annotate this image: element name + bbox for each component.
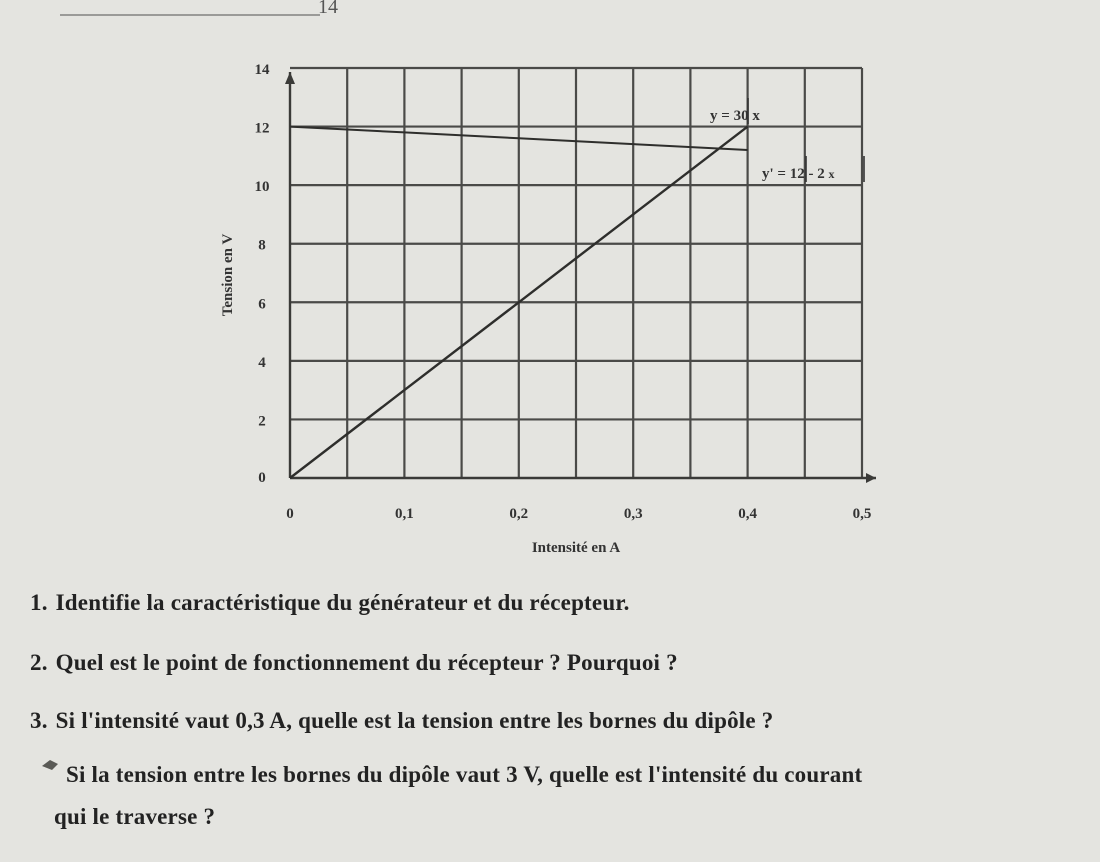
page-number: 14 xyxy=(318,0,338,18)
question-3-number: 3. xyxy=(30,708,48,733)
question-3-text: Si l'intensité vaut 0,3 A, quelle est la tension entre les bornes du dipôle ? xyxy=(55,708,774,733)
x-tick-label: 0,1 xyxy=(395,506,414,522)
y-axis-label: Tension en V xyxy=(220,233,236,317)
question-4-text-2: qui le traverse ? xyxy=(54,804,216,829)
question-2 xyxy=(30,640,1070,686)
x-axis-arrow xyxy=(866,473,876,483)
y-tick-label: 2 xyxy=(258,413,266,430)
question-1-text: Identifie la caractéristique du générateur et du récepteur. xyxy=(55,590,630,615)
question-1-number: 1. xyxy=(30,590,48,615)
y-tick-label: 10 xyxy=(254,179,270,196)
question-4-line-1 xyxy=(66,752,1066,798)
equation-label-receiver xyxy=(710,108,760,124)
x-axis-label: Intensité en A xyxy=(531,540,621,556)
y-tick-label: 12 xyxy=(254,120,270,137)
equation-suffix: x xyxy=(828,167,835,181)
equation-sign: = xyxy=(777,166,790,182)
y-tick-label: 8 xyxy=(258,237,266,254)
equation-value: 12 - 2 xyxy=(789,166,829,182)
x-tick-label: 0,2 xyxy=(509,506,529,522)
equation-sign: = xyxy=(721,108,734,124)
question-4-line-2 xyxy=(54,794,1054,840)
question-3 xyxy=(30,698,1070,744)
equation-label-generator xyxy=(762,166,834,182)
question-4-text-1: Si la tension entre les bornes du dipôle vaut 3 V, quelle est l'intensité du courant xyxy=(66,762,863,787)
y-tick-label: 0 xyxy=(258,470,266,486)
equation-prefix: y' xyxy=(762,166,778,182)
y-axis-arrow xyxy=(285,72,295,84)
x-tick-label: 0,3 xyxy=(623,506,643,522)
question-2-number: 2. xyxy=(30,650,48,675)
question-2-text: Quel est le point de fonctionnement du récepteur ? Pourquoi ? xyxy=(55,650,678,675)
x-tick-label: 0,5 xyxy=(852,506,872,522)
y-tick-label: 14 xyxy=(254,62,270,78)
y-tick-label: 6 xyxy=(258,296,266,313)
equation-value: 30 x xyxy=(733,108,760,124)
x-tick-label: 0 xyxy=(286,506,294,522)
x-tick-label: 0,4 xyxy=(738,506,757,522)
question-1 xyxy=(30,580,1070,626)
pen-mark-icon xyxy=(40,756,62,772)
y-tick-label: 4 xyxy=(258,354,266,371)
equation-prefix: y xyxy=(710,108,722,124)
